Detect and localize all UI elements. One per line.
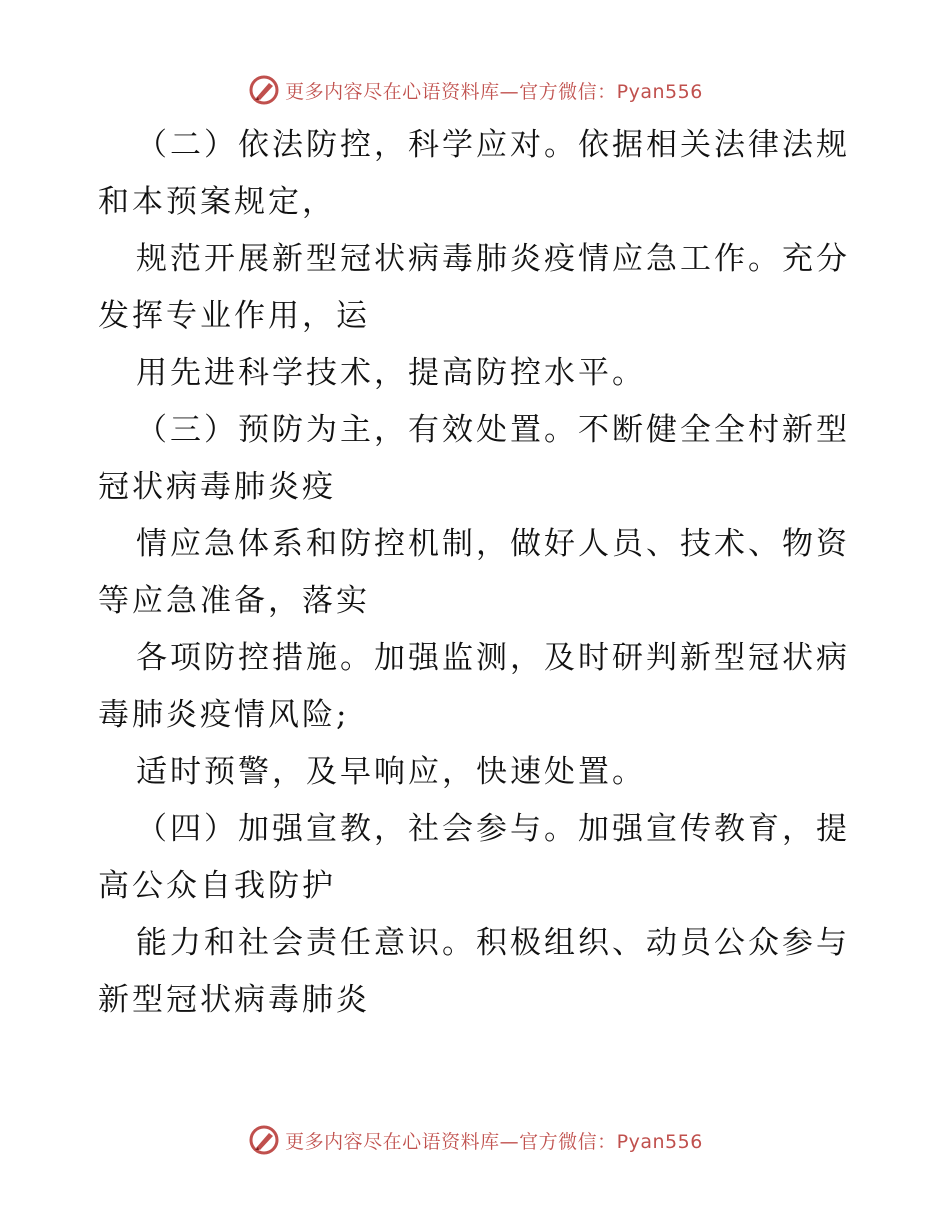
paragraph-line: 各项防控措施。加强监测，及时研判新型冠状病 (136, 640, 850, 676)
paragraph-line: 发挥专业作用，运 (98, 298, 370, 334)
watermark-text: 更多内容尽在心语资料库—官方微信：Pyan556 (285, 80, 703, 103)
paragraph-line: 和本预案规定， (98, 184, 336, 220)
paragraph-line: 冠状病毒肺炎疫 (98, 469, 336, 505)
paragraph-line: 能力和社会责任意识。积极组织、动员公众参与 (136, 925, 850, 961)
paragraph-line: 用先进科学技术，提高防控水平。 (136, 355, 646, 391)
watermark-text: 更多内容尽在心语资料库—官方微信：Pyan556 (285, 1130, 703, 1153)
document-body (98, 117, 858, 1029)
paragraph-line: 情应急体系和防控机制，做好人员、技术、物资 (136, 526, 850, 562)
paragraph-line: （四）加强宣教，社会参与。加强宣传教育，提 (136, 811, 850, 847)
paragraph-line: （三）预防为主，有效处置。不断健全全村新型 (136, 412, 850, 448)
brush-pen-icon (247, 1123, 281, 1157)
paragraph-line: 适时预警，及早响应，快速处置。 (136, 754, 646, 790)
brush-pen-icon (247, 73, 281, 107)
paragraph-line: 新型冠状病毒肺炎 (98, 982, 370, 1018)
header-watermark (0, 70, 950, 110)
paragraph-line: 毒肺炎疫情风险; (98, 697, 350, 733)
paragraph-line: 等应急准备，落实 (98, 583, 370, 619)
paragraph-line: （二）依法防控，科学应对。依据相关法律法规 (136, 127, 850, 163)
paragraph-line: 规范开展新型冠状病毒肺炎疫情应急工作。充分 (136, 241, 850, 277)
paragraph-line: 高公众自我防护 (98, 868, 336, 904)
footer-watermark (0, 1120, 950, 1160)
